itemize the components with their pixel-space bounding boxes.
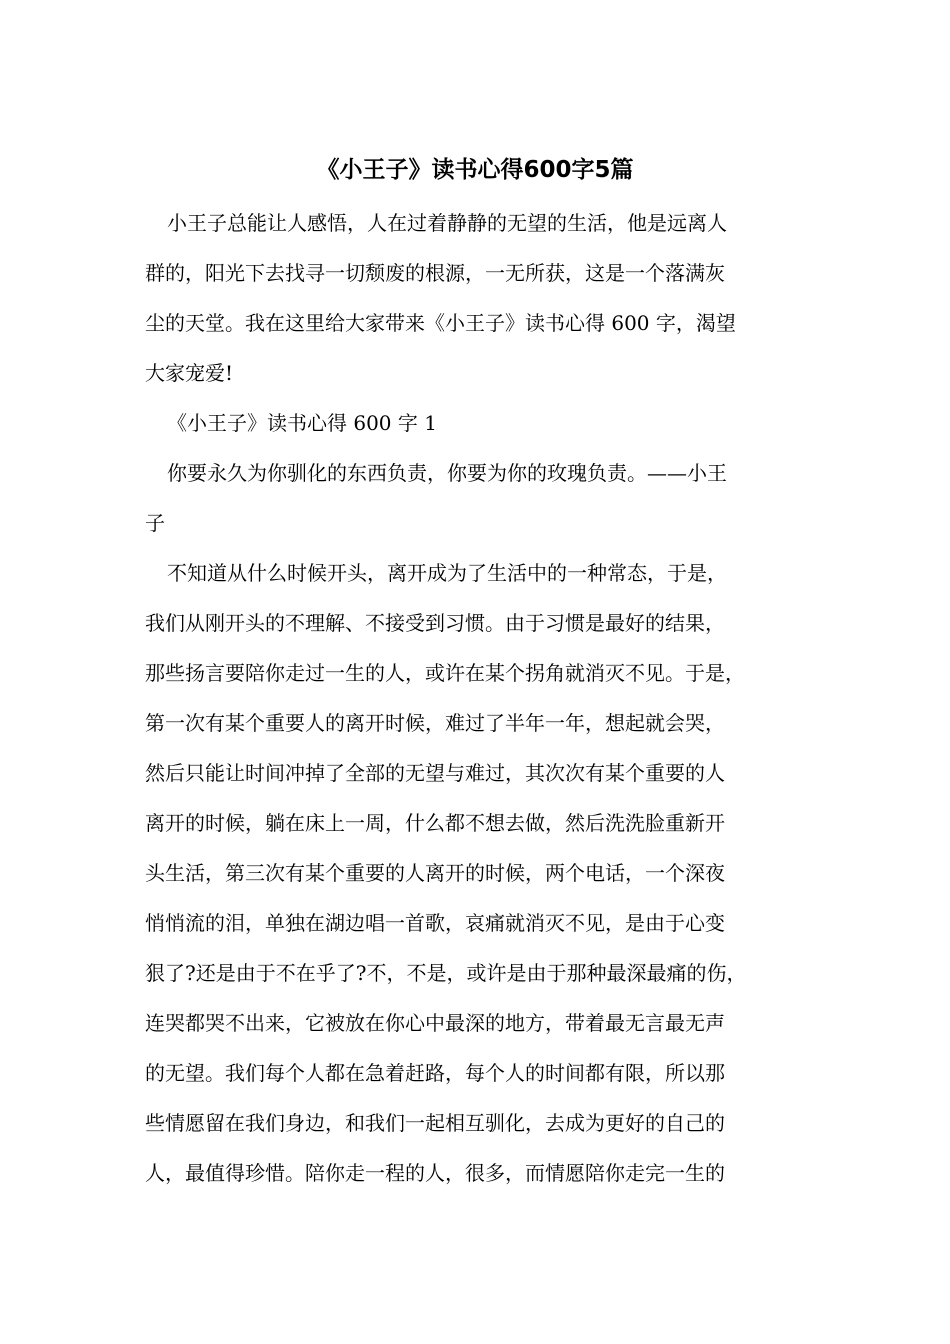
body-line: 悄悄流的泪，单独在湖边唱一首歌，哀痛就消灭不见，是由于心变: [145, 911, 725, 935]
body-line: 群的，阳光下去找寻一切颓废的根源，一无所获，这是一个落满灰: [145, 261, 725, 285]
body-line: 不知道从什么时候开头，离开成为了生活中的一种常态，于是，: [167, 561, 727, 585]
body-line: 我们从刚开头的不理解、不接受到习惯。由于习惯是最好的结果，: [145, 611, 725, 635]
body-line: 的无望。我们每个人都在急着赶路，每个人的时间都有限，所以那: [145, 1061, 725, 1085]
body-line: 然后只能让时间冲掉了全部的无望与难过，其次次有某个重要的人: [145, 761, 725, 785]
body-line: 离开的时候，躺在床上一周，什么都不想去做，然后洗洗脸重新开: [145, 811, 725, 835]
body-line: 头生活，第三次有某个重要的人离开的时候，两个电话，一个深夜: [145, 861, 725, 885]
body-line: 狠了?还是由于不在乎了?不，不是，或许是由于那种最深最痛的伤，: [145, 961, 747, 985]
body-line: 那些扬言要陪你走过一生的人，或许在某个拐角就消灭不见。于是，: [145, 661, 745, 685]
body-line: 大家宠爱!: [145, 361, 234, 385]
body-line: 尘的天堂。我在这里给大家带来《小王子》读书心得 600 字，渴望: [145, 311, 736, 335]
document-title: 《小王子》读书心得600字5篇: [316, 157, 634, 183]
body-line: 连哭都哭不出来，它被放在你心中最深的地方，带着最无言最无声: [145, 1011, 725, 1035]
body-line: 人，最值得珍惜。陪你走一程的人，很多，而情愿陪你走完一生的: [145, 1161, 725, 1185]
body-line: 你要永久为你驯化的东西负责，你要为你的玫瑰负责。——小王: [167, 461, 727, 485]
section-heading: 《小王子》读书心得 600 字 1: [167, 411, 437, 435]
body-line: 第一次有某个重要人的离开时候，难过了半年一年，想起就会哭，: [145, 711, 725, 735]
body-line: 小王子总能让人感悟，人在过着静静的无望的生活，他是远离人: [167, 211, 727, 235]
body-line: 些情愿留在我们身边，和我们一起相互驯化，去成为更好的自己的: [145, 1111, 725, 1135]
body-line: 子: [145, 511, 165, 535]
